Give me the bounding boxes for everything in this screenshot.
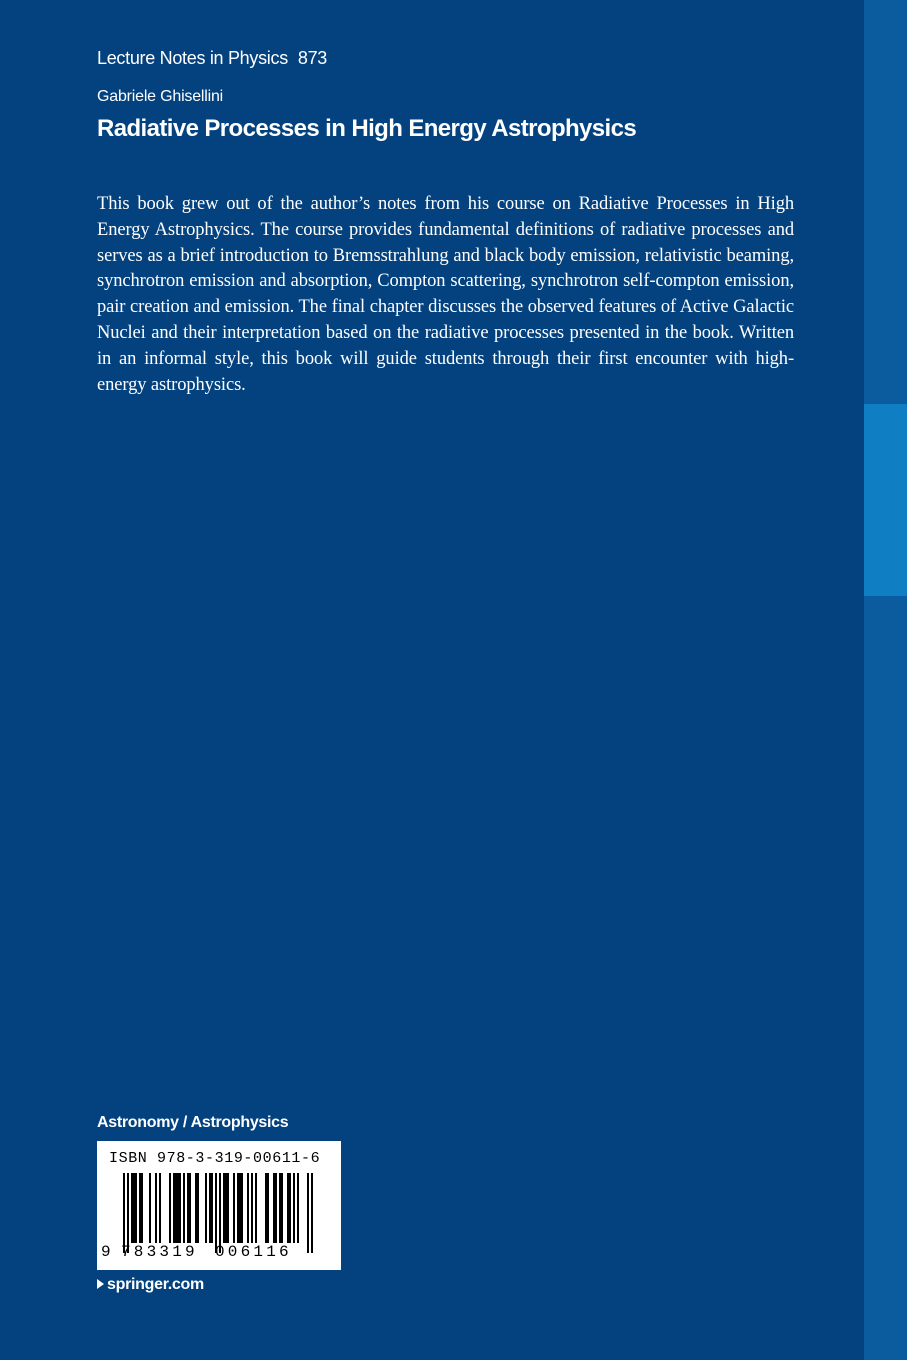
barcode-bar [139, 1173, 141, 1243]
barcode-bar [307, 1173, 309, 1253]
barcode-bar [159, 1173, 161, 1243]
barcode-digits-right: 006116 [215, 1243, 292, 1261]
barcode-bar [281, 1173, 283, 1243]
isbn-barcode [97, 1141, 341, 1270]
barcode-bar [241, 1173, 243, 1243]
barcode-bar [175, 1173, 177, 1243]
barcode-bar [169, 1173, 171, 1243]
barcode-bar [267, 1173, 269, 1243]
book-description: This book grew out of the author’s notes from his course on Radiative Processes in High Energy Astrophysics. The course provides fundamental definitions of radiative processes and serves as a brief introduction to Bremsstrahlung and black body emission, relativistic beaming, synchrotron emission and absorption, Compton scattering, synchrotron self-compton emission, pair creation and emission. The final chapter discusses the observed features of Active Galactic Nuclei and their interpretation based on the radiative processes presented in the book. Written in an informal style, this book will guide students through their first encounter with high-energy astrophysics. [97, 194, 794, 395]
barcode-bar [195, 1173, 197, 1243]
barcode-bar [131, 1173, 133, 1243]
barcode-digit-first: 9 [101, 1243, 111, 1261]
barcode-bar [155, 1173, 157, 1243]
barcode-bar [287, 1173, 289, 1243]
barcode-bar [225, 1173, 227, 1243]
barcode-bar [177, 1173, 179, 1243]
barcode-bar [179, 1173, 181, 1243]
barcode-bar [237, 1173, 239, 1243]
barcode-bar [133, 1173, 135, 1243]
series-name: Lecture Notes in Physics [97, 48, 288, 68]
barcode-bar [173, 1173, 175, 1243]
barcode-digits-left: 783319 [121, 1243, 198, 1261]
barcode-bar [211, 1173, 213, 1243]
website-label: springer.com [107, 1276, 204, 1293]
spine-strip [864, 0, 907, 1360]
barcode-bar [233, 1173, 235, 1243]
barcode-bar [189, 1173, 191, 1243]
barcode-bar [127, 1173, 129, 1253]
barcode-bar [149, 1173, 151, 1243]
barcode-bar [293, 1173, 295, 1243]
barcode-bar [197, 1173, 199, 1243]
barcode-bar [279, 1173, 281, 1243]
subject-category: Astronomy / Astrophysics [97, 1114, 289, 1131]
barcode-bar [265, 1173, 267, 1243]
barcode-bar [247, 1173, 249, 1243]
barcode-bar [275, 1173, 277, 1243]
barcode-bar [205, 1173, 207, 1243]
spine-accent-band [864, 404, 907, 596]
arrow-right-icon [97, 1279, 104, 1289]
barcode-bar [311, 1173, 313, 1253]
barcode-bar [209, 1173, 211, 1243]
author-name: Gabriele Ghisellini [97, 88, 224, 105]
barcode-bar [187, 1173, 189, 1243]
barcode-digits [101, 1243, 292, 1261]
barcode-bar [215, 1173, 217, 1253]
barcode-bar [255, 1173, 257, 1243]
barcode-bar [183, 1173, 185, 1243]
barcode-bar [219, 1173, 221, 1253]
barcode-bar [297, 1173, 299, 1243]
barcode-bar [239, 1173, 241, 1243]
barcode-bar [273, 1173, 275, 1243]
series-number: 873 [297, 48, 328, 68]
barcode-bar [289, 1173, 291, 1243]
isbn-label: ISBN 978-3-319-00611-6 [109, 1150, 321, 1167]
barcode-bar [251, 1173, 253, 1243]
series-line [97, 48, 327, 69]
barcode-bar [123, 1173, 125, 1253]
publisher-website[interactable] [97, 1276, 204, 1294]
book-title: Radiative Processes in High Energy Astrophysics [97, 115, 637, 142]
barcode-bar [141, 1173, 143, 1243]
barcode-bar [135, 1173, 137, 1243]
barcode-bar [227, 1173, 229, 1243]
barcode-bar [223, 1173, 225, 1243]
